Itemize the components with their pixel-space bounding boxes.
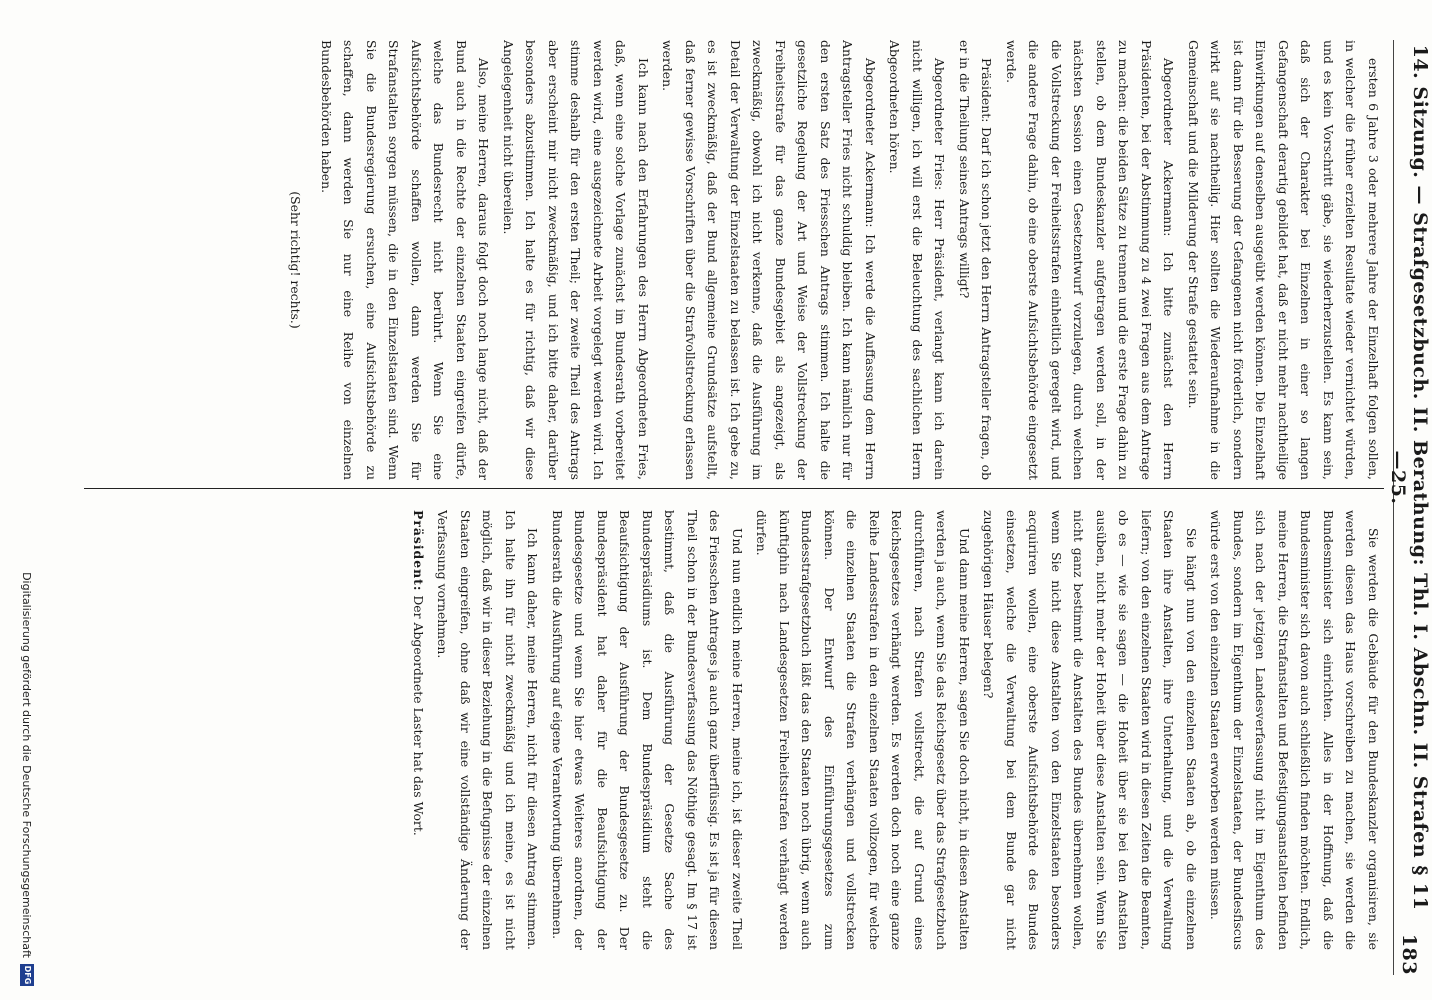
paragraph: ersten 6 Jahre 3 oder mehrere Jahre der Einzelhaft folgen sollen, in welcher die früher erzielten Resultate wieder vernichtet würden, und es kein Vorschritt gäbe, sie wiederherzustellen. Es kann sein, daß sich der Charakter bei Einzelnen in einer so langen Gefangenschaft derartig gebildet hat, daß er nicht mehr nachtheilige Einwirkungen auf denselben ausgeübt werden können. Die Einzelhaft ist dann für die Besserung der Gefangenen nicht förderlich, sondern wirkt auf sie nachtheilig. Hier sollten die Wiederaufnahme in die Gemeinschaft und die Milderung der Strafe gestattet sein. [1186, 40, 1381, 480]
text-column-right [84, 510, 1384, 950]
statement-text: Der Abgeordnete Laster hat das Wort. [411, 595, 426, 836]
paragraph: Ich kann nach den Erfahrungen des Herrn Abgeordneten Fries, daß, wenn eine solche Vorlage zunächst im Bundesrath vorbereitet werden wird, eine ausgezeichnete Arbeit vorgelegt werden wird. Ich stimme deshalb für den ersten Theil; der zweite Theil des Antrags aber erscheint mir nicht zweckmäßig, und ich bitte daher, darüber besonders abzustimmen. Ich halte es für richtig, daß wir diese Angelegenheit nicht übereilen. [501, 40, 651, 480]
paragraph: Präsident: Darf ich schon jetzt den Herrn Antragsteller fragen, ob er in die Theilung seines Antrags willigt? [957, 40, 995, 480]
paragraph: Ich kann daher, meine Herren, nicht für diesen Antrag stimmen. Ich halte ihn für nicht zweckmäßig und ich meine, es ist nicht möglich, daß wir in dieser Beziehung in die Befugnisse der einzelnen Staaten eingreifen, ohne daß wir eine vollständige Änderung der Verfassung vornehmen. [435, 510, 541, 950]
paragraph: Und dann meine Herren, sagen Sie doch nicht, in diesen Anstalten werden ja auch, wenn Sie das Reichsgesetz über das Strafgesetzbuch durchführen, nach Strafen vollstreckt, die auf Grund eines Reichsgesetzes verhängt werden. Es werden doch noch eine ganze Reihe Landesstrafen in den einzelnen Staaten vollzogen, für welche die einzelnen Staaten die Strafen verhängen und vollstrecken können. Der Entwurf des Einführungsgesetzes zum Bundesstrafgesetzbuch läßt das den Staaten noch übrig, wenn auch künftighin nach Landesgesetzen Freiheitsstrafen verhängt werden dürfen. [754, 510, 972, 950]
page-footer [14, 0, 40, 1000]
paragraph: Sie hängt nun von den einzelnen Staaten ab, ob die einzelnen Staaten ihre Anstalten, ihre Unterhaltung, und die Verwaltung liefern; von den einzelnen Staaten wird in diesen Zeiten die Beamten, ob es — wie sie sagen — die Hoheit über sie bei den Anstalten ausüben, nicht mehr der Hoheit über diese Anstalten sein. Wenn Sie nicht ganz bestimmt die Anstalten des Bundes übernehmen wollen, wenn Sie nicht diese Anstalten von den Einzelstaaten besonders acquiriren wollen, eine oberste Aufsichtsbehörde des Bundes einsetzen, welche die Verwaltung bei dem Bunde gar nicht zugehörigen Häuser belegen? [981, 510, 1199, 950]
paragraph: Abgeordneter Fries: Herr Präsident, verlangt kann ich darein nicht willigen, ich will erst die Beleuchtung des sachlichen Herrn Abgeordneten hören. [887, 40, 948, 480]
speaker-label: Präsident: [411, 510, 426, 592]
page-header [1387, 40, 1431, 975]
paragraph: Also, meine Herren, daraus folgt doch noch lange nicht, daß der Bund auch in die Rechte der einzelnen Staaten eingreifen dürfe, welche das Bundesrecht nicht berührt. Wenn Sie eine Aufsichtsbehörde schaffen wollen, dann werden Sie für Strafanstalten sorgen müssen, die in den Einzelstaaten sind. Wenn Sie die Bundesregierung ersuchen, eine Aufsichtsbehörde zu schaffen, dann werden Sie nur eine Reihe von einzelnen Bundesbehörden haben. [319, 40, 492, 480]
paragraph: Abgeordneter Ackermann: Ich werde die Auffassung dem Herrn Antragsteller Fries nicht schuldig bleiben. Ich kann nämlich nur für den ersten Satz des Friesschen Antrags stimmen. Ich halte die gesetzliche Regelung der Art und Weise der Vollstreckung der Freiheitsstrafe für das ganze Bundesgebiet als angezeigt, als zweckmäßig, obwohl ich nicht verkenne, daß die Ausführung im Detail der Verwaltung der Einzelstaaten zu belassen ist. Ich gebe zu, es ist zweckmäßig, daß der Bund allgemeine Grundsätze aufstellt, daß ferner gewisse Vorschriften über die Strafvollstreckung erlassen werden. [660, 40, 878, 480]
paragraph: Abgeordneter Ackermann: Ich bitte zunächst den Herrn Präsidenten, bei der Abstimmung zu 4 zwei Fragen aus dem Antrage zu machen: die beiden Sätze zu trennen und die erste Frage dahin zu stellen, ob dem Bundeskanzler aufgetragen werden soll, in der nächsten Session einen Gesetzentwurf vorzulegen, durch welchen die Vollstreckung der Freiheitsstrafen einheitlich geregelt wird, und die andere Frage dahin, ob eine oberste Aufsichtsbehörde eingesetzt werde. [1004, 40, 1177, 480]
text-column-left [84, 40, 1384, 480]
column-divider [84, 488, 1384, 489]
paragraph: Sie werden die Gebäude für den Bundeskanzler organisiren, sie werden diesen das Haus vorschreiben zu machen, sie werden die Bundesminister sich einrichten. Alles in der Hoffnung, daß die Bundesminister sich davon auch schließlich finden möchten. Endlich, meine Herren, die Strafanstalten und Befestigungsanstalten befinden sich nach der jetzigen Landesverfassung nicht im Eigenthum des Bundes, sondern im Eigenthum der Einzelstaaten, der Bundesfiscus würde erst von den einzelnen Staaten erworben werden müssen. [1208, 510, 1381, 950]
bracket-note: (Sehr richtig! rechts.) [288, 191, 304, 329]
page-number: 183 [1398, 933, 1420, 975]
paragraph: Und nun endlich meine Herren, meine ich, ist dieser zweite Theil des Friesschen Antrages ja auch ganz überflüssig. Es ist ja für diesen Theil schon in der Bundesverfassung das Nöthige gesagt. Im § 17 ist bestimmt, daß die Ausführung der Gesetze Sache des Bundespräsidiums ist. Dem Bundespräsidium steht die Beaufsichtigung der Ausführung der Bundesgesetze zu. Der Bundespräsident hat daher für die Beaufsichtigung der Bundesgesetze und wenn Sie hier etwas Weiteres anordnen, der Bundesrath die Ausführung auf eigene Verantwortung übernehmen. [550, 510, 745, 950]
page-title: 14. Sitzung. — Strafgesetzbuch. II. Berathung: Thl. I. Abschn. II. Strafen § 11—25. [1387, 44, 1431, 911]
dfg-logo: DFG [20, 964, 34, 986]
footer-credit: Digitalisierung gefördert durch die Deutsche Forschungsgemeinschaft [20, 572, 34, 958]
president-statement [407, 510, 430, 950]
